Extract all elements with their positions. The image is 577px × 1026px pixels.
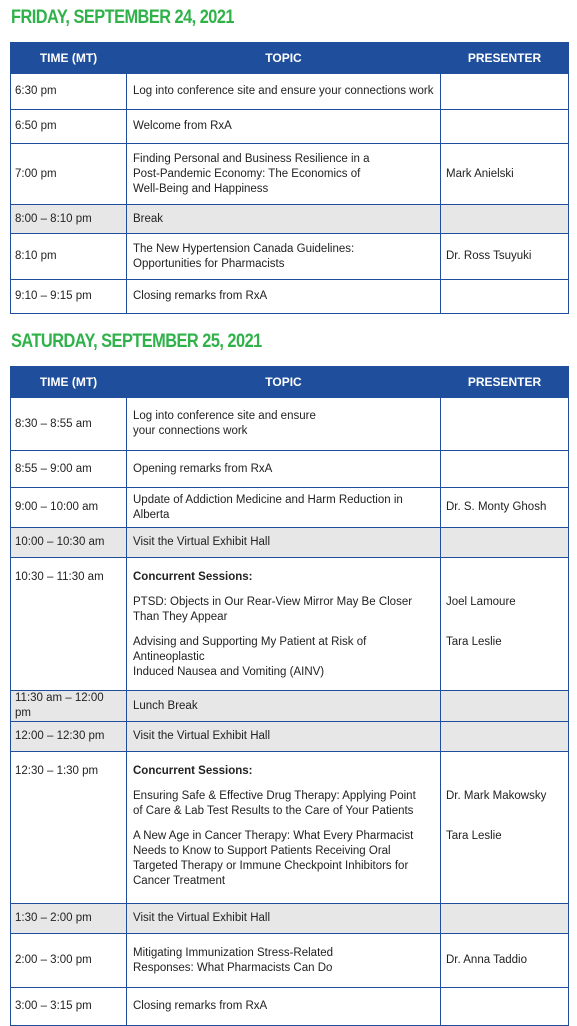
time-cell: 6:50 pm bbox=[11, 110, 127, 144]
time-cell: 3:00 – 3:15 pm bbox=[11, 988, 127, 1026]
session-topic: Advising and Supporting My Patient at Risk of Antineoplastic Induced Nausea and Vomiting (AINV) bbox=[133, 636, 367, 678]
table-row bbox=[11, 988, 569, 1026]
table-row bbox=[11, 144, 569, 205]
topic-cell: Log into conference site and ensure your connections work bbox=[127, 74, 441, 110]
time-cell: 8:00 – 8:10 pm bbox=[11, 205, 127, 234]
table-row bbox=[11, 722, 569, 752]
session-presenter: Tara Leslie bbox=[446, 830, 502, 842]
time-cell: 6:30 pm bbox=[11, 74, 127, 110]
presenter-cell bbox=[441, 722, 569, 752]
time-cell: 1:30 – 2:00 pm bbox=[11, 904, 127, 934]
presenter-cell: Dr. S. Monty Ghosh bbox=[441, 488, 569, 528]
time-cell: 2:00 – 3:00 pm bbox=[11, 934, 127, 988]
table-row bbox=[11, 234, 569, 280]
time-cell: 12:30 – 1:30 pm bbox=[11, 752, 127, 904]
table-row bbox=[11, 691, 569, 722]
presenter-cell bbox=[441, 752, 569, 904]
topic-cell: Visit the Virtual Exhibit Hall bbox=[127, 528, 441, 558]
concurrent-sessions-label: Concurrent Sessions: bbox=[133, 765, 253, 777]
topic-column-header: TOPIC bbox=[127, 43, 441, 74]
presenter-column-header: PRESENTER bbox=[441, 43, 569, 74]
time-cell: 7:00 pm bbox=[11, 144, 127, 205]
table-row bbox=[11, 558, 569, 691]
time-column-header: TIME (MT) bbox=[11, 43, 127, 74]
saturday-heading: SATURDAY, SEPTEMBER 25, 2021 bbox=[11, 331, 262, 352]
friday-schedule-table bbox=[10, 42, 569, 314]
time-cell: 9:10 – 9:15 pm bbox=[11, 280, 127, 314]
topic-column-header: TOPIC bbox=[127, 367, 441, 398]
presenter-cell bbox=[441, 205, 569, 234]
presenter-cell bbox=[441, 74, 569, 110]
session-topic: A New Age in Cancer Therapy: What Every Pharmacist Needs to Know to Support Patients Receiving Oral Targeted Therapy or Immune Checkpoint Inhibitors for Cancer Treatment bbox=[133, 830, 414, 887]
topic-cell: Visit the Virtual Exhibit Hall bbox=[127, 904, 441, 934]
concurrent-sessions-label: Concurrent Sessions: bbox=[133, 571, 253, 583]
time-cell: 10:00 – 10:30 am bbox=[11, 528, 127, 558]
table-row bbox=[11, 205, 569, 234]
topic-cell: Visit the Virtual Exhibit Hall bbox=[127, 722, 441, 752]
table-row bbox=[11, 398, 569, 451]
topic-cell: The New Hypertension Canada Guidelines: Opportunities for Pharmacists bbox=[127, 234, 441, 280]
session-topic: Ensuring Safe & Effective Drug Therapy: Applying Point of Care & Lab Test Results to the Care of Your Patients bbox=[133, 790, 416, 817]
table-row bbox=[11, 488, 569, 528]
presenter-cell bbox=[441, 398, 569, 451]
time-cell: 8:10 pm bbox=[11, 234, 127, 280]
presenter-cell bbox=[441, 528, 569, 558]
time-cell: 10:30 – 11:30 am bbox=[11, 558, 127, 691]
table-header-row bbox=[11, 43, 569, 74]
topic-cell: Lunch Break bbox=[127, 691, 441, 722]
session-presenter: Joel Lamoure bbox=[446, 596, 516, 608]
time-cell: 12:00 – 12:30 pm bbox=[11, 722, 127, 752]
time-cell: 8:30 – 8:55 am bbox=[11, 398, 127, 451]
topic-cell: Break bbox=[127, 205, 441, 234]
topic-cell bbox=[127, 752, 441, 904]
table-row bbox=[11, 74, 569, 110]
saturday-schedule-table bbox=[10, 366, 569, 1026]
table-row bbox=[11, 934, 569, 988]
table-header-row bbox=[11, 367, 569, 398]
time-cell: 11:30 am – 12:00 pm bbox=[11, 691, 127, 722]
session-topic: PTSD: Objects in Our Rear-View Mirror May Be Closer Than They Appear bbox=[133, 596, 413, 623]
time-column-header: TIME (MT) bbox=[11, 367, 127, 398]
topic-cell: Welcome from RxA bbox=[127, 110, 441, 144]
presenter-column-header: PRESENTER bbox=[441, 367, 569, 398]
topic-cell: Log into conference site and ensure your connections work bbox=[127, 398, 441, 451]
session-presenter: Tara Leslie bbox=[446, 636, 502, 648]
session-presenter: Dr. Mark Makowsky bbox=[446, 790, 547, 802]
presenter-cell bbox=[441, 110, 569, 144]
table-row bbox=[11, 280, 569, 314]
topic-cell: Closing remarks from RxA bbox=[127, 988, 441, 1026]
presenter-cell bbox=[441, 451, 569, 488]
presenter-cell: Dr. Anna Taddio bbox=[441, 934, 569, 988]
friday-heading: FRIDAY, SEPTEMBER 24, 2021 bbox=[11, 7, 235, 28]
topic-cell: Mitigating Immunization Stress-Related Responses: What Pharmacists Can Do bbox=[127, 934, 441, 988]
presenter-cell bbox=[441, 691, 569, 722]
presenter-cell bbox=[441, 280, 569, 314]
presenter-cell: Dr. Ross Tsuyuki bbox=[441, 234, 569, 280]
topic-cell: Closing remarks from RxA bbox=[127, 280, 441, 314]
topic-cell: Opening remarks from RxA bbox=[127, 451, 441, 488]
time-cell: 8:55 – 9:00 am bbox=[11, 451, 127, 488]
table-row bbox=[11, 904, 569, 934]
presenter-cell: Mark Anielski bbox=[441, 144, 569, 205]
time-cell: 9:00 – 10:00 am bbox=[11, 488, 127, 528]
presenter-cell bbox=[441, 988, 569, 1026]
table-row bbox=[11, 110, 569, 144]
presenter-cell bbox=[441, 558, 569, 691]
table-row bbox=[11, 752, 569, 904]
topic-cell: Update of Addiction Medicine and Harm Reduction in Alberta bbox=[127, 488, 441, 528]
topic-cell: Finding Personal and Business Resilience in a Post-Pandemic Economy: The Economics of Well-Being and Happiness bbox=[127, 144, 441, 205]
table-row bbox=[11, 451, 569, 488]
topic-cell bbox=[127, 558, 441, 691]
table-row bbox=[11, 528, 569, 558]
presenter-cell bbox=[441, 904, 569, 934]
